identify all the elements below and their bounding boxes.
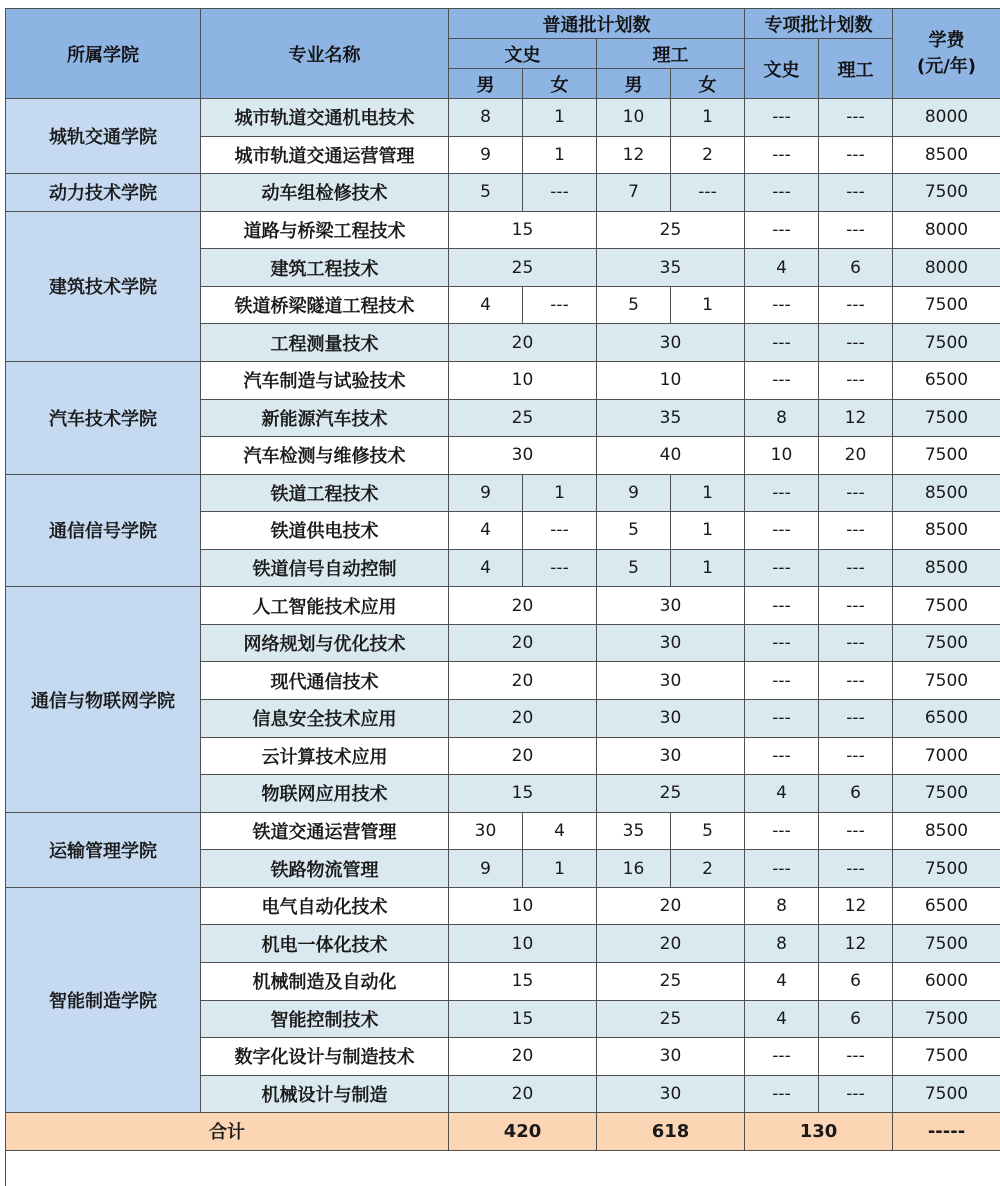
wenshi-total-count: 20 [449, 324, 597, 362]
ligong-total-count: 30 [597, 1076, 745, 1114]
wenshi-female-count: --- [523, 512, 597, 550]
ligong-total-count: 35 [597, 249, 745, 287]
tuition-value: 8500 [893, 475, 1000, 513]
tuition-value: 7500 [893, 174, 1000, 212]
wenshi-total-count: 10 [449, 888, 597, 926]
special-ligong-count: 12 [819, 888, 893, 926]
major-name: 建筑工程技术 [201, 249, 449, 287]
wenshi-male-count: 8 [449, 99, 523, 137]
tuition-value: 7500 [893, 850, 1000, 888]
major-name: 机械设计与制造 [201, 1076, 449, 1114]
major-name: 铁道信号自动控制 [201, 550, 449, 588]
special-wenshi-count: --- [745, 362, 819, 400]
wenshi-male-count: 30 [449, 813, 523, 851]
special-ligong-count: --- [819, 512, 893, 550]
special-ligong-count: --- [819, 625, 893, 663]
wenshi-female-count: 1 [523, 99, 597, 137]
ligong-male-count: 35 [597, 813, 671, 851]
ligong-male-count: 9 [597, 475, 671, 513]
header-tuition: 学费 (元/年) [893, 9, 1000, 99]
ligong-female-count: --- [671, 174, 745, 212]
special-ligong-count: 20 [819, 437, 893, 475]
header-normal-plan: 普通批计划数 [449, 9, 745, 39]
college-name: 运输管理学院 [6, 813, 201, 888]
major-name: 人工智能技术应用 [201, 587, 449, 625]
header-normal-wenshi: 文史 [449, 39, 597, 69]
college-name: 汽车技术学院 [6, 362, 201, 475]
header-major: 专业名称 [201, 9, 449, 99]
special-wenshi-count: --- [745, 137, 819, 175]
college-name: 建筑技术学院 [6, 212, 201, 362]
special-wenshi-count: --- [745, 662, 819, 700]
special-wenshi-count: 10 [745, 437, 819, 475]
total-wenshi: 420 [449, 1113, 597, 1151]
wenshi-total-count: 20 [449, 625, 597, 663]
ligong-male-count: 7 [597, 174, 671, 212]
special-ligong-count: --- [819, 475, 893, 513]
special-ligong-count: --- [819, 324, 893, 362]
special-wenshi-count: 4 [745, 775, 819, 813]
college-name: 通信与物联网学院 [6, 587, 201, 812]
major-name: 动车组检修技术 [201, 174, 449, 212]
special-ligong-count: --- [819, 813, 893, 851]
wenshi-male-count: 4 [449, 287, 523, 325]
ligong-total-count: 40 [597, 437, 745, 475]
college-name: 智能制造学院 [6, 888, 201, 1113]
special-ligong-count: --- [819, 1076, 893, 1114]
ligong-female-count: 2 [671, 850, 745, 888]
special-ligong-count: --- [819, 99, 893, 137]
ligong-male-count: 5 [597, 550, 671, 588]
special-ligong-count: --- [819, 850, 893, 888]
ligong-total-count: 30 [597, 324, 745, 362]
wenshi-female-count: 1 [523, 850, 597, 888]
major-name: 铁道供电技术 [201, 512, 449, 550]
special-ligong-count: --- [819, 287, 893, 325]
header-special-ligong: 理工 [819, 39, 893, 99]
header-ligong-female: 女 [671, 69, 745, 99]
tuition-value: 6000 [893, 963, 1000, 1001]
ligong-total-count: 25 [597, 212, 745, 250]
wenshi-total-count: 25 [449, 249, 597, 287]
special-wenshi-count: --- [745, 700, 819, 738]
major-name: 机械制造及自动化 [201, 963, 449, 1001]
major-name: 城市轨道交通机电技术 [201, 99, 449, 137]
wenshi-total-count: 20 [449, 662, 597, 700]
major-name: 电气自动化技术 [201, 888, 449, 926]
wenshi-total-count: 15 [449, 1001, 597, 1039]
enrollment-plan-table [5, 8, 1000, 1186]
ligong-female-count: 1 [671, 512, 745, 550]
ligong-male-count: 16 [597, 850, 671, 888]
wenshi-total-count: 20 [449, 738, 597, 776]
wenshi-total-count: 15 [449, 963, 597, 1001]
special-wenshi-count: --- [745, 625, 819, 663]
tuition-value: 7500 [893, 1001, 1000, 1039]
wenshi-female-count: 4 [523, 813, 597, 851]
tuition-value: 6500 [893, 362, 1000, 400]
tuition-value: 7500 [893, 287, 1000, 325]
tuition-value: 8500 [893, 137, 1000, 175]
special-wenshi-count: --- [745, 850, 819, 888]
ligong-total-count: 20 [597, 888, 745, 926]
special-ligong-count: --- [819, 212, 893, 250]
tuition-value: 8500 [893, 512, 1000, 550]
header-wenshi-male: 男 [449, 69, 523, 99]
wenshi-male-count: 4 [449, 512, 523, 550]
header-college: 所属学院 [6, 9, 201, 99]
tuition-value: 8000 [893, 249, 1000, 287]
tuition-value: 7000 [893, 738, 1000, 776]
special-wenshi-count: 4 [745, 1001, 819, 1039]
wenshi-male-count: 5 [449, 174, 523, 212]
major-name: 汽车制造与试验技术 [201, 362, 449, 400]
ligong-total-count: 35 [597, 400, 745, 438]
ligong-female-count: 5 [671, 813, 745, 851]
wenshi-female-count: --- [523, 287, 597, 325]
tuition-value: 7500 [893, 925, 1000, 963]
tuition-value: 8000 [893, 212, 1000, 250]
special-ligong-count: 6 [819, 963, 893, 1001]
header-special-wenshi: 文史 [745, 39, 819, 99]
wenshi-total-count: 10 [449, 362, 597, 400]
major-name: 铁道工程技术 [201, 475, 449, 513]
tuition-value: 7500 [893, 1076, 1000, 1114]
tuition-value: 7500 [893, 662, 1000, 700]
special-wenshi-count: --- [745, 212, 819, 250]
special-wenshi-count: --- [745, 738, 819, 776]
special-wenshi-count: --- [745, 287, 819, 325]
special-ligong-count: 6 [819, 1001, 893, 1039]
special-ligong-count: 12 [819, 400, 893, 438]
special-ligong-count: --- [819, 137, 893, 175]
special-ligong-count: --- [819, 1038, 893, 1076]
tuition-value: 6500 [893, 888, 1000, 926]
tuition-value: 7500 [893, 324, 1000, 362]
special-wenshi-count: --- [745, 324, 819, 362]
special-wenshi-count: --- [745, 1038, 819, 1076]
total-tuition: ----- [893, 1113, 1000, 1151]
tuition-value: 7500 [893, 400, 1000, 438]
special-ligong-count: --- [819, 738, 893, 776]
special-ligong-count: --- [819, 587, 893, 625]
special-ligong-count: --- [819, 550, 893, 588]
ligong-male-count: 5 [597, 512, 671, 550]
wenshi-total-count: 15 [449, 775, 597, 813]
wenshi-female-count: --- [523, 550, 597, 588]
ligong-female-count: 1 [671, 99, 745, 137]
college-name: 动力技术学院 [6, 174, 201, 212]
special-wenshi-count: 4 [745, 963, 819, 1001]
tuition-value: 7500 [893, 437, 1000, 475]
tuition-value: 8500 [893, 550, 1000, 588]
special-wenshi-count: --- [745, 587, 819, 625]
major-name: 铁道交通运营管理 [201, 813, 449, 851]
special-ligong-count: 6 [819, 775, 893, 813]
total-ligong: 618 [597, 1113, 745, 1151]
major-name: 数字化设计与制造技术 [201, 1038, 449, 1076]
special-wenshi-count: --- [745, 475, 819, 513]
wenshi-male-count: 4 [449, 550, 523, 588]
special-wenshi-count: 4 [745, 249, 819, 287]
ligong-total-count: 30 [597, 587, 745, 625]
special-wenshi-count: 8 [745, 925, 819, 963]
wenshi-total-count: 15 [449, 212, 597, 250]
ligong-total-count: 30 [597, 662, 745, 700]
special-ligong-count: 6 [819, 249, 893, 287]
tuition-value: 7500 [893, 775, 1000, 813]
major-name: 现代通信技术 [201, 662, 449, 700]
tuition-value: 7500 [893, 587, 1000, 625]
ligong-total-count: 30 [597, 625, 745, 663]
special-wenshi-count: 8 [745, 400, 819, 438]
major-name: 道路与桥梁工程技术 [201, 212, 449, 250]
major-name: 汽车检测与维修技术 [201, 437, 449, 475]
wenshi-total-count: 20 [449, 1076, 597, 1114]
wenshi-total-count: 10 [449, 925, 597, 963]
college-name: 城轨交通学院 [6, 99, 201, 174]
wenshi-total-count: 30 [449, 437, 597, 475]
wenshi-female-count: 1 [523, 475, 597, 513]
major-name: 机电一体化技术 [201, 925, 449, 963]
ligong-female-count: 1 [671, 550, 745, 588]
ligong-total-count: 20 [597, 925, 745, 963]
ligong-total-count: 10 [597, 362, 745, 400]
major-name: 网络规划与优化技术 [201, 625, 449, 663]
total-special: 130 [745, 1113, 893, 1151]
header-wenshi-female: 女 [523, 69, 597, 99]
major-name: 物联网应用技术 [201, 775, 449, 813]
special-wenshi-count: --- [745, 512, 819, 550]
ligong-female-count: 1 [671, 287, 745, 325]
special-wenshi-count: 8 [745, 888, 819, 926]
ligong-female-count: 2 [671, 137, 745, 175]
ligong-male-count: 12 [597, 137, 671, 175]
tuition-value: 8000 [893, 99, 1000, 137]
wenshi-male-count: 9 [449, 850, 523, 888]
ligong-male-count: 5 [597, 287, 671, 325]
special-wenshi-count: --- [745, 1076, 819, 1114]
special-ligong-count: 12 [819, 925, 893, 963]
wenshi-total-count: 25 [449, 400, 597, 438]
wenshi-female-count: --- [523, 174, 597, 212]
special-ligong-count: --- [819, 662, 893, 700]
special-ligong-count: --- [819, 174, 893, 212]
header-special-plan: 专项批计划数 [745, 9, 893, 39]
major-name: 城市轨道交通运营管理 [201, 137, 449, 175]
wenshi-total-count: 20 [449, 700, 597, 738]
header-normal-ligong: 理工 [597, 39, 745, 69]
tuition-value: 7500 [893, 625, 1000, 663]
ligong-total-count: 30 [597, 700, 745, 738]
wenshi-male-count: 9 [449, 137, 523, 175]
tuition-value: 7500 [893, 1038, 1000, 1076]
ligong-total-count: 25 [597, 1001, 745, 1039]
tuition-value: 6500 [893, 700, 1000, 738]
total-label: 合计 [6, 1113, 449, 1151]
special-ligong-count: --- [819, 362, 893, 400]
major-name: 工程测量技术 [201, 324, 449, 362]
wenshi-male-count: 9 [449, 475, 523, 513]
ligong-total-count: 25 [597, 775, 745, 813]
ligong-total-count: 30 [597, 1038, 745, 1076]
wenshi-female-count: 1 [523, 137, 597, 175]
ligong-female-count: 1 [671, 475, 745, 513]
wenshi-total-count: 20 [449, 1038, 597, 1076]
major-name: 智能控制技术 [201, 1001, 449, 1039]
special-wenshi-count: --- [745, 174, 819, 212]
college-name: 通信信号学院 [6, 475, 201, 588]
tuition-value: 8500 [893, 813, 1000, 851]
special-ligong-count: --- [819, 700, 893, 738]
major-name: 信息安全技术应用 [201, 700, 449, 738]
wenshi-total-count: 20 [449, 587, 597, 625]
major-name: 云计算技术应用 [201, 738, 449, 776]
ligong-total-count: 25 [597, 963, 745, 1001]
special-wenshi-count: --- [745, 550, 819, 588]
special-wenshi-count: --- [745, 99, 819, 137]
special-wenshi-count: --- [745, 813, 819, 851]
major-name: 铁路物流管理 [201, 850, 449, 888]
header-ligong-male: 男 [597, 69, 671, 99]
ligong-male-count: 10 [597, 99, 671, 137]
major-name: 新能源汽车技术 [201, 400, 449, 438]
major-name: 铁道桥梁隧道工程技术 [201, 287, 449, 325]
ligong-total-count: 30 [597, 738, 745, 776]
